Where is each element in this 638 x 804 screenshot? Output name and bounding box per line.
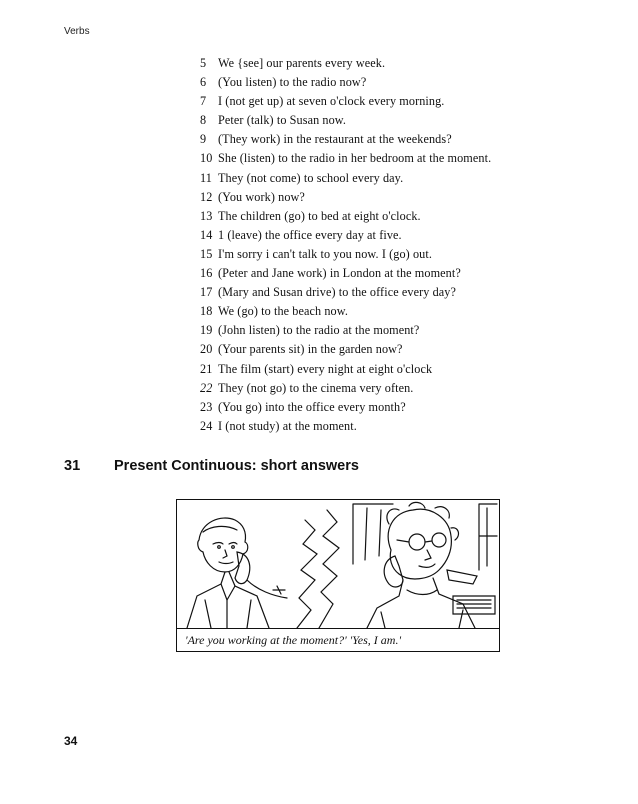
cartoon-caption: 'Are you working at the moment?' 'Yes, I am.' bbox=[185, 633, 402, 647]
exercise-number: 13 bbox=[200, 208, 213, 223]
exercise-sentence: (They work) in the restaurant at the weekends? bbox=[218, 132, 452, 147]
running-header: Verbs bbox=[64, 26, 90, 37]
exercise-sentence: They (not come) to school every day. bbox=[218, 170, 404, 185]
exercise-number: 5 bbox=[200, 56, 207, 70]
exercise-sentence: I'm sorry i can't talk to you now. I (go) out. bbox=[218, 246, 432, 261]
caption-divider bbox=[177, 628, 499, 629]
exercise-number: 7 bbox=[200, 94, 207, 109]
exercise-sentence: I (not get up) at seven o'clock every morning. bbox=[218, 94, 445, 109]
exercise-item bbox=[200, 73, 491, 92]
exercise-sentence: We (go) to the beach now. bbox=[218, 304, 349, 319]
exercise-sentence: (You go) into the office every month? bbox=[218, 399, 406, 414]
exercise-sentence: She (listen) to the radio in her bedroom at the moment. bbox=[218, 151, 492, 166]
exercise-sentence: The children (go) to bed at eight o'clock. bbox=[218, 208, 421, 223]
exercise-item bbox=[200, 169, 491, 188]
exercise-number: 19 bbox=[200, 323, 213, 338]
exercise-number: 6 bbox=[200, 75, 207, 90]
cartoon-illustration bbox=[176, 499, 500, 652]
exercise-number: 16 bbox=[200, 266, 213, 281]
exercise-number: 12 bbox=[200, 189, 213, 204]
exercise-item bbox=[200, 111, 491, 130]
exercise-item bbox=[200, 226, 491, 245]
exercise-item bbox=[200, 188, 491, 207]
section-number: 31 bbox=[64, 458, 81, 474]
exercise-item bbox=[200, 207, 491, 226]
exercise-number: 17 bbox=[200, 285, 213, 300]
exercise-sentence: Peter (talk) to Susan now. bbox=[218, 113, 347, 128]
exercise-sentence: The film (start) every night at eight o'clock bbox=[218, 361, 433, 376]
exercise-item bbox=[200, 340, 491, 359]
exercise-sentence: (Peter and Jane work) in London at the moment? bbox=[218, 266, 461, 281]
exercise-item bbox=[200, 264, 491, 283]
exercise-number: 23 bbox=[200, 399, 213, 414]
exercise-item bbox=[200, 130, 491, 149]
exercise-number: 22 bbox=[200, 380, 213, 395]
exercise-sentence: (Mary and Susan drive) to the office every day? bbox=[218, 285, 456, 300]
exercise-item bbox=[200, 360, 491, 379]
exercise-item bbox=[200, 321, 491, 340]
exercise-number: 20 bbox=[200, 342, 213, 357]
exercise-sentence: (You listen) to the radio now? bbox=[218, 75, 367, 90]
exercise-number: 11 bbox=[200, 170, 212, 185]
exercise-sentence: (John listen) to the radio at the moment? bbox=[218, 323, 420, 338]
exercise-number: 24 bbox=[200, 418, 213, 433]
exercise-item bbox=[200, 54, 491, 73]
exercise-item bbox=[200, 417, 491, 436]
exercise-list bbox=[200, 54, 491, 436]
exercise-number: 14 bbox=[200, 227, 213, 242]
exercise-number: 18 bbox=[200, 304, 213, 319]
exercise-sentence: I (not study) at the moment. bbox=[218, 418, 357, 433]
exercise-sentence: (Your parents sit) in the garden now? bbox=[218, 342, 403, 357]
exercise-sentence: They (not go) to the cinema very often. bbox=[218, 380, 414, 395]
section-heading bbox=[64, 458, 359, 474]
exercise-number: 15 bbox=[200, 246, 213, 261]
exercise-number: 8 bbox=[200, 113, 207, 128]
exercise-item bbox=[200, 92, 491, 111]
exercise-item bbox=[200, 398, 491, 417]
exercise-item bbox=[200, 149, 491, 168]
exercise-number: 10 bbox=[200, 151, 213, 166]
page-number: 34 bbox=[64, 734, 78, 748]
exercise-item bbox=[200, 302, 491, 321]
cartoon-drawing bbox=[177, 500, 499, 628]
exercise-item bbox=[200, 379, 491, 398]
exercise-item bbox=[200, 245, 491, 264]
exercise-sentence: (You work) now? bbox=[218, 189, 305, 204]
exercise-item bbox=[200, 283, 491, 302]
section-title: Present Continuous: short answers bbox=[114, 458, 359, 474]
exercise-sentence: We {see] our parents every week. bbox=[218, 56, 386, 70]
exercise-sentence: 1 (leave) the office every day at five. bbox=[218, 227, 402, 242]
exercise-number: 9 bbox=[200, 132, 207, 147]
exercise-number: 21 bbox=[200, 361, 213, 376]
